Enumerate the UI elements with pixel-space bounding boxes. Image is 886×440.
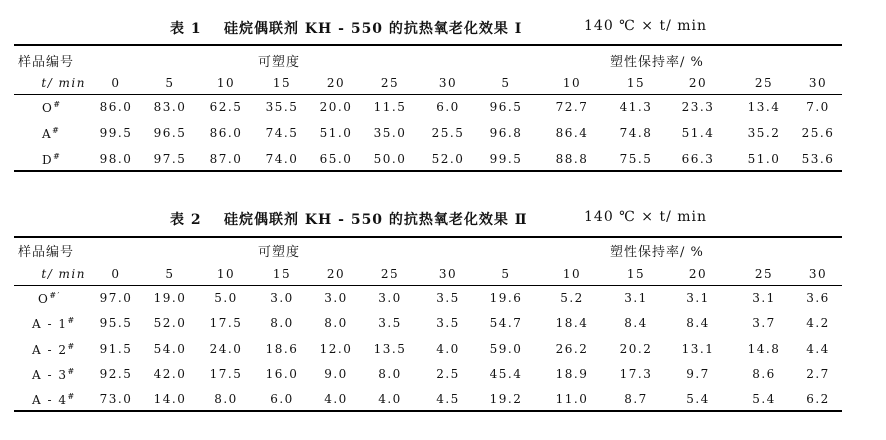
table-cell: 6.0	[436, 100, 460, 114]
table-cell: 8.4	[624, 316, 648, 330]
table-cell: 3.0	[378, 291, 402, 305]
table-2-time: 30	[808, 267, 828, 281]
table-cell: 5.4	[752, 392, 776, 406]
table-1-time: 15	[626, 76, 646, 90]
table-cell: 41.3	[619, 100, 653, 114]
table-2-time: 20	[688, 267, 708, 281]
table-cell: 54.7	[489, 316, 523, 330]
table-cell: 3.1	[624, 291, 648, 305]
table-cell: 74.5	[265, 126, 299, 140]
table-cell: 13.5	[373, 342, 407, 356]
table-cell: 86.0	[209, 126, 243, 140]
table-2-row	[14, 291, 842, 311]
table-1-stub-header: 样品编号	[18, 55, 75, 70]
table-2-time: 15	[272, 267, 292, 281]
table-cell: 14.0	[153, 392, 187, 406]
table-cell: 17.5	[209, 367, 243, 381]
table-cell: 19.2	[489, 392, 523, 406]
table-cell: 51.0	[747, 152, 781, 166]
table-1-time-row	[14, 76, 842, 96]
table-cell: 8.0	[270, 316, 294, 330]
table-cell: 65.0	[319, 152, 353, 166]
table-1-bottom-rule	[14, 170, 842, 172]
table-cell: 20.2	[619, 342, 653, 356]
table-cell: 18.6	[265, 342, 299, 356]
table-cell: 9.7	[686, 367, 710, 381]
table-2-time: 10	[562, 267, 582, 281]
table-2-time: 25	[380, 267, 400, 281]
table-cell: 14.8	[747, 342, 781, 356]
table-cell: 5.4	[686, 392, 710, 406]
table-cell: 20.0	[319, 100, 353, 114]
table-2-time: 30	[438, 267, 458, 281]
table-cell: 98.0	[99, 152, 133, 166]
table-1-title: 硅烷偶联剂 KH - 550 的抗热氧老化效果 Ⅰ	[224, 21, 523, 37]
table-cell: 4.4	[806, 342, 830, 356]
row-label-mark: #	[67, 392, 76, 401]
table-2-time-row	[14, 267, 842, 287]
row-label	[38, 291, 61, 306]
table-cell: 59.0	[489, 342, 523, 356]
table-1-condition: 140 ℃ × t/ min	[584, 18, 708, 34]
table-1-row	[14, 100, 842, 120]
table-cell: 42.0	[153, 367, 187, 381]
table-cell: 18.4	[555, 316, 589, 330]
row-label-text: D	[42, 153, 54, 167]
table-cell: 25.5	[431, 126, 465, 140]
table-cell: 3.5	[436, 291, 460, 305]
row-label-text: A - 2	[32, 343, 68, 357]
table-cell: 18.9	[555, 367, 589, 381]
row-label-mark: #	[52, 126, 61, 135]
table-cell: 3.0	[270, 291, 294, 305]
table-1-row	[14, 126, 842, 146]
table-cell: 3.7	[752, 316, 776, 330]
table-cell: 66.3	[681, 152, 715, 166]
table-2-bottom-rule	[14, 410, 842, 412]
table-cell: 35.5	[265, 100, 299, 114]
table-cell: 5.0	[214, 291, 238, 305]
table-cell: 87.0	[209, 152, 243, 166]
table-1-time: 5	[165, 76, 175, 90]
table-2-top-rule	[14, 236, 842, 238]
table-cell: 83.0	[153, 100, 187, 114]
table-2-group-plasticity: 可塑度	[258, 245, 301, 260]
row-label-text: A - 4	[32, 393, 68, 407]
table-cell: 16.0	[265, 367, 299, 381]
table-cell: 91.5	[99, 342, 133, 356]
table-cell: 75.5	[619, 152, 653, 166]
row-label-mark: #	[67, 367, 76, 376]
table-cell: 17.5	[209, 316, 243, 330]
table-cell: 2.7	[806, 367, 830, 381]
table-cell: 3.0	[324, 291, 348, 305]
table-1-time: 10	[562, 76, 582, 90]
table-cell: 99.5	[489, 152, 523, 166]
table-cell: 24.0	[209, 342, 243, 356]
table-cell: 11.0	[555, 392, 589, 406]
row-label-text: A - 3	[32, 368, 68, 382]
table-cell: 4.0	[436, 342, 460, 356]
table-1-group-retention: 塑性保持率/ %	[610, 55, 704, 70]
table-2-row	[14, 342, 842, 362]
row-label-text: A	[42, 127, 53, 141]
table-2-time: 10	[216, 267, 236, 281]
table-cell: 35.0	[373, 126, 407, 140]
table-2-time: 5	[165, 267, 175, 281]
table-cell: 19.6	[489, 291, 523, 305]
table-cell: 19.0	[153, 291, 187, 305]
table-cell: 13.4	[747, 100, 781, 114]
table-cell: 51.0	[319, 126, 353, 140]
table-cell: 4.5	[436, 392, 460, 406]
table-1-time: 15	[272, 76, 292, 90]
table-2-row	[14, 316, 842, 336]
row-label-text: O	[42, 101, 54, 115]
table-cell: 13.1	[681, 342, 715, 356]
table-cell: 23.3	[681, 100, 715, 114]
table-2-time: 0	[111, 267, 121, 281]
table-cell: 12.0	[319, 342, 353, 356]
row-label-mark: #′	[49, 291, 61, 300]
table-cell: 3.1	[752, 291, 776, 305]
table-cell: 8.0	[324, 316, 348, 330]
table-cell: 26.2	[555, 342, 589, 356]
row-label-text: O	[38, 292, 50, 306]
table-2-title: 硅烷偶联剂 KH - 550 的抗热氧老化效果 Ⅱ	[224, 212, 528, 228]
table-1-header-rule	[14, 94, 842, 95]
table-cell: 3.5	[436, 316, 460, 330]
table-cell: 8.4	[686, 316, 710, 330]
table-cell: 8.0	[214, 392, 238, 406]
table-cell: 86.4	[555, 126, 589, 140]
row-label-mark: #	[67, 316, 76, 325]
table-cell: 96.8	[489, 126, 523, 140]
table-cell: 25.6	[801, 126, 835, 140]
table-cell: 52.0	[431, 152, 465, 166]
table-2-time: 5	[501, 267, 511, 281]
table-cell: 6.2	[806, 392, 830, 406]
table-2-condition: 140 ℃ × t/ min	[584, 209, 708, 225]
row-label	[42, 126, 60, 141]
table-cell: 4.2	[806, 316, 830, 330]
table-cell: 73.0	[99, 392, 133, 406]
row-label	[32, 342, 76, 357]
table-cell: 45.4	[489, 367, 523, 381]
table-cell: 74.0	[265, 152, 299, 166]
table-2-time-label: t/ min	[41, 267, 86, 281]
table-cell: 74.8	[619, 126, 653, 140]
table-cell: 2.5	[436, 367, 460, 381]
table-cell: 97.5	[153, 152, 187, 166]
table-2-time: 15	[626, 267, 646, 281]
table-2-stub-header: 样品编号	[18, 245, 75, 260]
table-cell: 96.5	[153, 126, 187, 140]
row-label	[32, 316, 76, 331]
table-2-group-retention: 塑性保持率/ %	[610, 245, 704, 260]
table-2-row	[14, 367, 842, 387]
table-cell: 35.2	[747, 126, 781, 140]
table-2-time: 25	[754, 267, 774, 281]
table-cell: 3.6	[806, 291, 830, 305]
table-cell: 95.5	[99, 316, 133, 330]
row-label	[32, 367, 76, 382]
table-cell: 62.5	[209, 100, 243, 114]
table-1-time: 20	[688, 76, 708, 90]
table-1-time: 25	[380, 76, 400, 90]
table-1-row	[14, 152, 842, 172]
table-cell: 4.0	[378, 392, 402, 406]
table-cell: 3.5	[378, 316, 402, 330]
table-cell: 51.4	[681, 126, 715, 140]
table-1-time: 30	[438, 76, 458, 90]
table-cell: 96.5	[489, 100, 523, 114]
table-cell: 88.8	[555, 152, 589, 166]
table-2-header-rule	[14, 285, 842, 286]
table-1-time: 30	[808, 76, 828, 90]
table-cell: 92.5	[99, 367, 133, 381]
table-cell: 52.0	[153, 316, 187, 330]
table-2-time: 20	[326, 267, 346, 281]
table-1-time: 25	[754, 76, 774, 90]
table-1-time: 0	[111, 76, 121, 90]
table-1-time-label: t/ min	[41, 76, 86, 90]
table-cell: 8.7	[624, 392, 648, 406]
table-1-top-rule	[14, 44, 842, 46]
row-label-mark: #	[53, 100, 62, 109]
table-cell: 17.3	[619, 367, 653, 381]
row-label-text: A - 1	[32, 317, 68, 331]
table-2-number: 表 2	[170, 212, 202, 228]
table-cell: 8.0	[378, 367, 402, 381]
table-cell: 8.6	[752, 367, 776, 381]
table-1-group-plasticity: 可塑度	[258, 55, 301, 70]
table-1-time: 20	[326, 76, 346, 90]
table-1-time: 5	[501, 76, 511, 90]
table-cell: 9.0	[324, 367, 348, 381]
table-cell: 11.5	[373, 100, 407, 114]
row-label	[42, 152, 61, 167]
table-cell: 7.0	[806, 100, 830, 114]
table-1-number: 表 1	[170, 21, 202, 37]
table-cell: 72.7	[555, 100, 589, 114]
table-2-row	[14, 392, 842, 412]
table-cell: 99.5	[99, 126, 133, 140]
table-cell: 54.0	[153, 342, 187, 356]
table-cell: 3.1	[686, 291, 710, 305]
table-cell: 6.0	[270, 392, 294, 406]
row-label	[42, 100, 62, 115]
table-cell: 86.0	[99, 100, 133, 114]
table-cell: 5.2	[560, 291, 584, 305]
table-cell: 50.0	[373, 152, 407, 166]
row-label-mark: #	[53, 152, 62, 161]
row-label	[32, 392, 76, 407]
table-cell: 53.6	[801, 152, 835, 166]
table-1-time: 10	[216, 76, 236, 90]
table-cell: 4.0	[324, 392, 348, 406]
row-label-mark: #	[67, 342, 76, 351]
table-cell: 97.0	[99, 291, 133, 305]
